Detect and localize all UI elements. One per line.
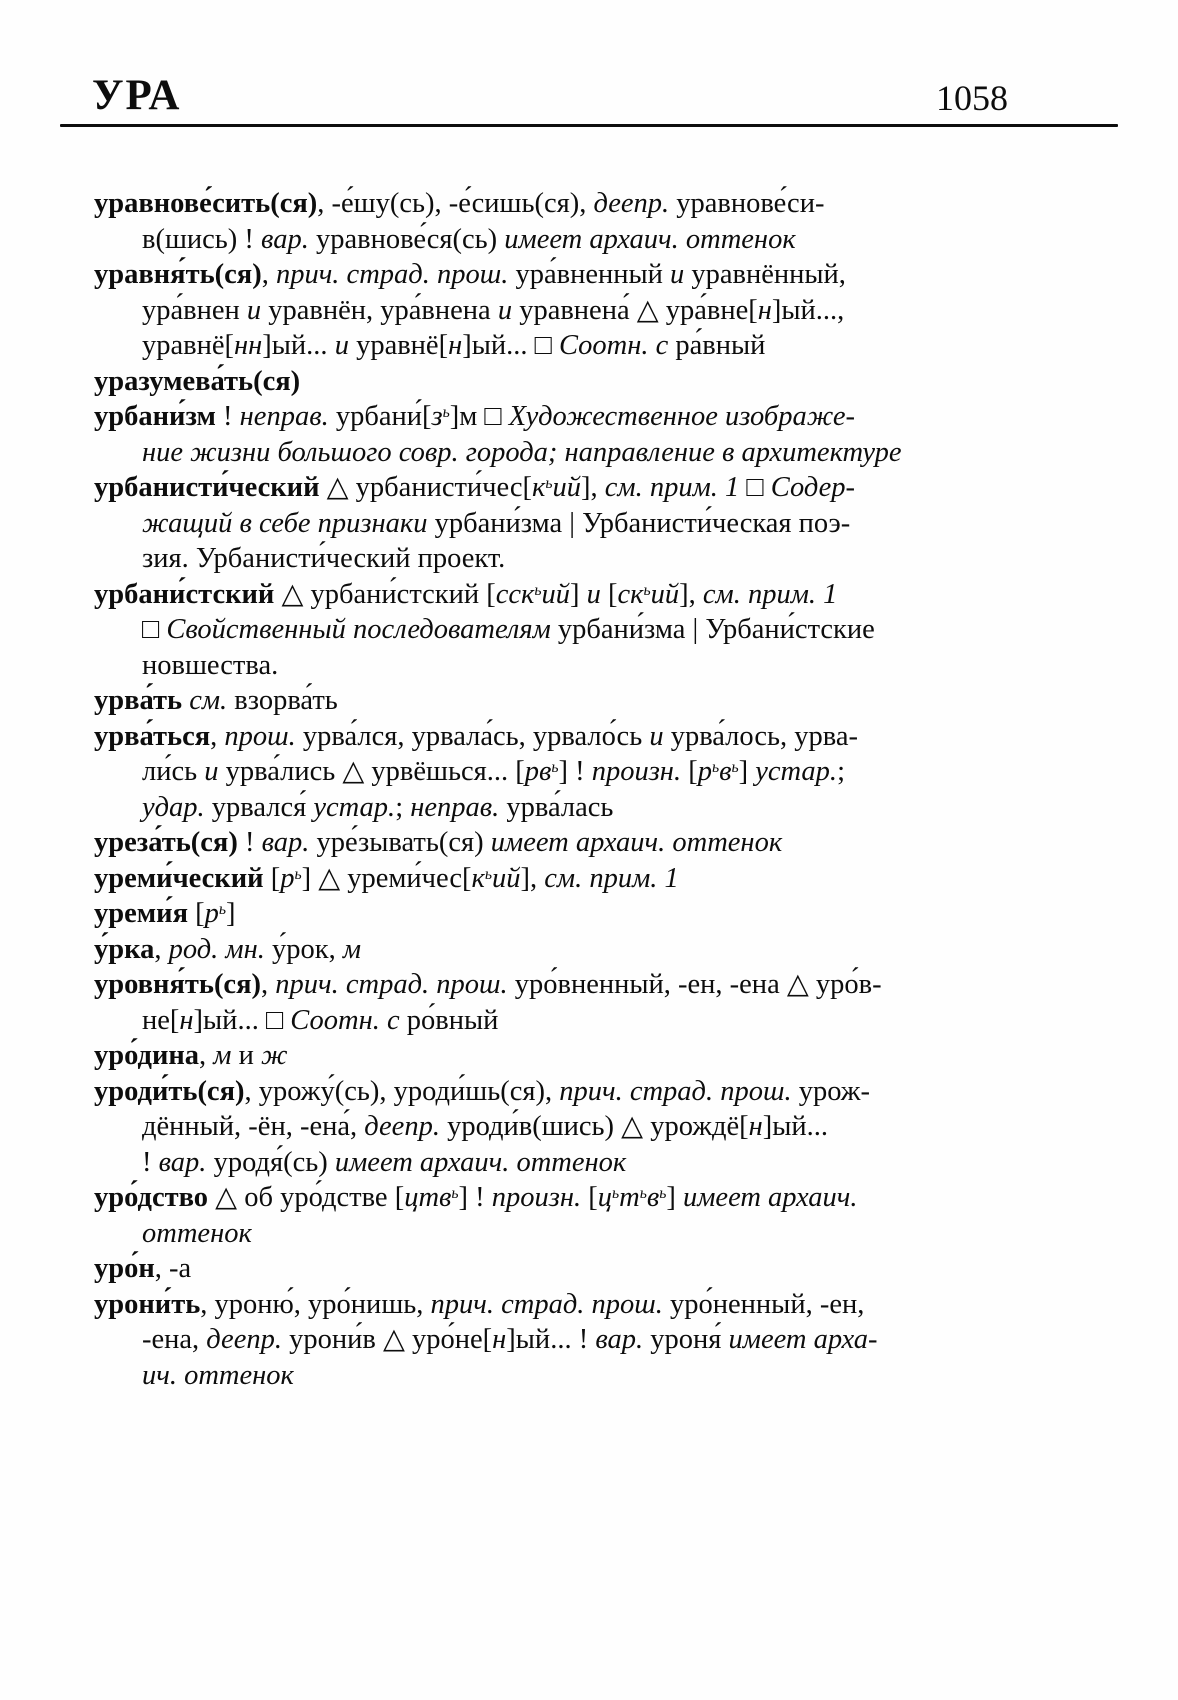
text-segment: вар. [595, 1324, 644, 1355]
text-segment: уравнове́си- [669, 188, 825, 219]
text-segment: и [334, 330, 349, 361]
text-segment: □ [142, 614, 167, 645]
text-segment: имеет архаич. оттенок [504, 223, 796, 255]
text-segment: , [210, 720, 225, 752]
text-segment: ]ый... □ [462, 330, 559, 361]
text-segment: [ [681, 756, 698, 787]
text-segment: взорва́ть [227, 685, 338, 716]
text-segment: род. мн. [168, 933, 265, 965]
text-segment: ] [666, 1182, 683, 1213]
headword: уреми́ческий [94, 862, 264, 894]
text-segment: и [246, 294, 262, 326]
text-segment: уравнённый, [684, 259, 846, 290]
text-line [94, 719, 1034, 755]
text-segment: ь [639, 1185, 647, 1203]
text-segment: ! [142, 1146, 159, 1178]
text-segment: цтв [404, 1182, 452, 1213]
headword: урони́ть [94, 1288, 201, 1320]
text-segment: сск [495, 578, 535, 610]
text-line [94, 1358, 1034, 1394]
text-segment: ; [395, 791, 411, 823]
text-segment: имеет арха- [728, 1324, 878, 1355]
text-line [94, 1109, 1034, 1145]
text-segment: урож- [791, 1075, 870, 1107]
text-segment: уравнё[ [348, 330, 449, 361]
text-segment: р [280, 862, 295, 894]
text-segment: , -е́шу(сь), -е́сишь(ся), [317, 188, 594, 219]
text-segment: ич. оттенок [142, 1359, 294, 1391]
text-segment: уро́вненный, -ен, -ена △ уро́в- [507, 969, 882, 1000]
text-segment: рв [524, 756, 552, 787]
text-segment: см. [189, 685, 228, 716]
text-segment: вар. [158, 1146, 207, 1178]
headword: уравнове́сить(ся) [94, 188, 318, 219]
text-segment: △ об уро́дстве [ [208, 1182, 405, 1213]
text-line [94, 1038, 1034, 1074]
text-line [94, 932, 1034, 968]
text-segment: в(шись) ! [142, 223, 262, 255]
text-segment: зия. Урбанисти́ческий проект. [142, 543, 506, 574]
text-segment: , [154, 933, 169, 965]
text-segment: ]ый... [762, 1111, 829, 1142]
text-segment: дённый, -ён, -ена́, [142, 1111, 365, 1142]
text-segment: уроди́в(шись) △ урождё[ [439, 1111, 749, 1142]
text-line [94, 257, 1034, 293]
guide-word: УРА [92, 72, 182, 119]
text-segment: вар. [261, 223, 309, 255]
text-segment: произн. [591, 756, 682, 787]
text-segment: уре́зывать(ся) [309, 827, 491, 858]
text-segment: прич. страд. прош. [559, 1075, 792, 1107]
text-segment: прич. страд. прош. [275, 969, 508, 1000]
text-line [94, 364, 1034, 400]
headword: урва́ться [94, 720, 211, 752]
page-number: 1058 [936, 78, 1008, 118]
text-segment: к [532, 472, 546, 503]
text-segment: ]ый... ! [506, 1324, 596, 1355]
text-segment: , урожу́(сь), уроди́шь(ся), [244, 1075, 560, 1107]
text-segment: , [261, 969, 276, 1000]
text-segment: нн [234, 330, 263, 361]
headword: урбанисти́ческий [94, 472, 320, 503]
text-segment: см. прим. 1 [604, 472, 740, 503]
text-segment: деепр. [206, 1324, 282, 1355]
text-segment: ь [711, 759, 720, 777]
text-segment: ь [294, 865, 302, 883]
headword: уреми́я [94, 898, 189, 929]
text-line [94, 1003, 1034, 1039]
text-segment: ! [215, 401, 240, 432]
text-segment: вар. [261, 827, 310, 858]
text-segment: ь [551, 759, 559, 777]
text-segment: новшества. [142, 649, 279, 681]
text-segment: см. прим. 1 [544, 862, 679, 894]
text-segment: уравнён, ура́внена [261, 294, 498, 326]
text-line [94, 328, 1034, 364]
text-segment: ! [237, 827, 262, 858]
text-segment: уравнё[ [142, 330, 234, 361]
text-line [94, 1287, 1034, 1323]
text-segment: ь [534, 581, 542, 599]
headword: у́рка [94, 933, 155, 965]
text-segment: урва́лся, урвала́сь, урвало́сь [295, 720, 650, 752]
text-segment: жащий в себе признаки [142, 507, 428, 539]
text-segment: ск [617, 578, 644, 610]
text-segment: см. прим. 1 [702, 578, 838, 610]
text-segment: △ урбани́стский [ [274, 578, 496, 610]
text-segment: не[ [142, 1004, 180, 1036]
text-segment: ь [545, 475, 553, 493]
text-segment: , -а [154, 1253, 192, 1284]
page-header [92, 74, 1116, 122]
text-segment: р [204, 898, 219, 929]
headword: уро́дина [94, 1040, 200, 1071]
text-segment: урва́лись △ урвёшься... [ [218, 756, 525, 787]
text-segment: урва́лась [499, 791, 614, 823]
text-line [94, 1322, 1034, 1358]
text-segment: урва́лось, урва- [663, 720, 858, 752]
text-segment: ] [570, 578, 587, 610]
headword: уравня́ть(ся) [94, 259, 262, 290]
text-segment: н [492, 1324, 507, 1355]
text-segment: ] [226, 898, 236, 929]
text-segment: ]ый... □ [193, 1004, 291, 1036]
text-line [94, 754, 1034, 790]
text-segment: ь [218, 901, 227, 919]
text-segment: к [471, 862, 485, 894]
text-line [94, 577, 1034, 613]
text-segment: и [204, 756, 219, 787]
text-segment: деепр. [364, 1111, 440, 1142]
text-segment: деепр. [593, 188, 670, 219]
text-segment: н [757, 294, 772, 326]
text-segment: ро́вный [399, 1004, 499, 1036]
text-segment: ь [442, 404, 450, 422]
text-segment: урбани́зма | Урбани́стские [550, 614, 875, 645]
text-segment: урони́в △ уро́не[ [282, 1324, 493, 1355]
text-segment: ]ый... [262, 330, 335, 361]
headword: уроди́ть(ся) [94, 1075, 245, 1107]
text-segment: ура́внен [142, 294, 247, 326]
text-segment: △ урбанисти́чес[ [319, 472, 533, 503]
text-segment: ], [679, 578, 703, 610]
headword: урбани́стский [94, 578, 275, 610]
text-segment: [ [581, 1182, 598, 1213]
text-segment: прош. [224, 720, 296, 752]
text-segment: ]ый..., [771, 294, 845, 326]
text-segment: и [231, 1040, 262, 1071]
text-segment: ], [580, 472, 605, 503]
text-segment: ; [837, 756, 845, 787]
text-segment: ] △ уреми́чес[ [301, 862, 472, 894]
text-segment: оттенок [142, 1217, 252, 1249]
text-segment: урвался́ [204, 791, 314, 823]
text-segment: и [670, 259, 685, 290]
text-segment: ж [261, 1040, 288, 1071]
text-segment: в [646, 1182, 660, 1213]
text-segment: [ [188, 898, 205, 929]
headword: урбани́зм [94, 401, 216, 432]
text-segment: уроня́ [643, 1324, 729, 1355]
text-line [94, 790, 1034, 826]
text-segment: урбани́[ [328, 401, 432, 432]
text-line [94, 1180, 1034, 1216]
text-segment: ] ! [558, 756, 592, 787]
text-line [94, 399, 1034, 435]
text-segment: ], [520, 862, 545, 894]
text-segment: неправ. [410, 791, 500, 823]
text-line [94, 1074, 1034, 1110]
text-segment: р [697, 756, 712, 787]
text-segment: ь [643, 581, 651, 599]
text-segment: ] [738, 756, 756, 787]
text-segment: ь [451, 1185, 459, 1203]
text-segment: м [213, 1040, 232, 1071]
text-segment: ий [650, 578, 680, 610]
text-segment: ь [731, 759, 739, 777]
text-line [94, 861, 1034, 897]
text-segment: ]м □ [449, 401, 509, 432]
text-segment: уро́ненный, -ен, [662, 1288, 865, 1320]
text-segment: Художественное изображе- [508, 401, 856, 432]
text-segment: [ [600, 578, 618, 610]
text-segment: ий [491, 862, 521, 894]
text-segment: , [261, 259, 276, 290]
headword: уровня́ть(ся) [94, 969, 261, 1000]
text-segment: прич. страд. прош. [275, 259, 509, 290]
text-segment: ние жизни большого совр. города; направление в архитектуре [142, 436, 902, 468]
text-segment: уродя́(сь) [206, 1146, 335, 1178]
text-segment: и [586, 578, 601, 610]
text-line [94, 293, 1034, 329]
header-rule [60, 124, 1118, 127]
text-segment: устар. [755, 756, 838, 787]
text-segment: и [649, 720, 664, 752]
text-line [94, 470, 1034, 506]
text-line [94, 683, 1034, 719]
text-segment: имеет архаич. [682, 1182, 858, 1213]
text-line [94, 186, 1034, 222]
text-segment: ь [484, 865, 492, 883]
text-line [94, 825, 1034, 861]
text-segment: у́рок, [264, 933, 343, 965]
headword: урва́ть [94, 685, 183, 716]
text-segment: ли́сь [142, 756, 205, 787]
text-segment: ий [541, 578, 571, 610]
text-segment: удар. [142, 791, 205, 823]
text-segment: м [342, 933, 362, 965]
text-line [94, 1251, 1034, 1287]
text-segment: ц [597, 1182, 613, 1213]
text-segment: Соотн. с [290, 1004, 400, 1036]
text-line [94, 1216, 1034, 1252]
headword: уро́н [94, 1253, 155, 1284]
text-segment: н [448, 330, 463, 361]
headword: уро́дство [94, 1182, 209, 1213]
text-line [94, 1145, 1034, 1181]
text-segment: Соотн. с [558, 330, 669, 361]
text-segment: -ена, [142, 1324, 207, 1355]
text-segment: ура́вненный [508, 259, 671, 290]
text-segment: Содер- [770, 472, 855, 503]
text-segment: устар. [313, 791, 396, 823]
headword: уреза́ть(ся) [94, 827, 238, 858]
text-segment: н [748, 1111, 763, 1142]
text-segment: ь [659, 1185, 667, 1203]
text-segment: урбани́зма | Урбанисти́ческая поэ- [427, 507, 851, 539]
text-segment: и [497, 294, 513, 326]
text-segment: ий [552, 472, 581, 503]
text-segment: имеет архаич. оттенок [334, 1146, 627, 1178]
text-line [94, 612, 1034, 648]
text-line [94, 541, 1034, 577]
text-segment: уравнена́ △ ура́вне[ [512, 294, 758, 326]
text-segment: имеет архаич. оттенок [490, 827, 783, 858]
text-line [94, 967, 1034, 1003]
text-segment: т [619, 1182, 640, 1213]
text-segment: Свойственный последователям [166, 614, 551, 645]
text-segment: неправ. [239, 401, 329, 432]
dictionary-body [94, 186, 1034, 1393]
text-segment: □ [739, 472, 771, 503]
text-line [94, 222, 1034, 258]
text-segment: н [179, 1004, 194, 1036]
text-line [94, 896, 1034, 932]
text-segment: уравнове́ся(сь) [308, 223, 505, 255]
text-line [94, 648, 1034, 684]
text-segment: [ [263, 862, 281, 894]
text-segment: з [431, 401, 443, 432]
text-segment: произн. [491, 1182, 582, 1213]
headword: уразумева́ть(ся) [94, 365, 301, 397]
text-segment: ] ! [458, 1182, 492, 1213]
text-segment: , [199, 1040, 214, 1071]
text-segment: в [719, 756, 732, 787]
text-line [94, 435, 1034, 471]
text-segment: прич. страд. прош. [430, 1288, 663, 1320]
text-segment: ь [612, 1185, 620, 1203]
text-segment: ра́вный [668, 330, 766, 361]
text-segment: , уроню́, уро́нишь, [200, 1288, 431, 1320]
text-line [94, 506, 1034, 542]
